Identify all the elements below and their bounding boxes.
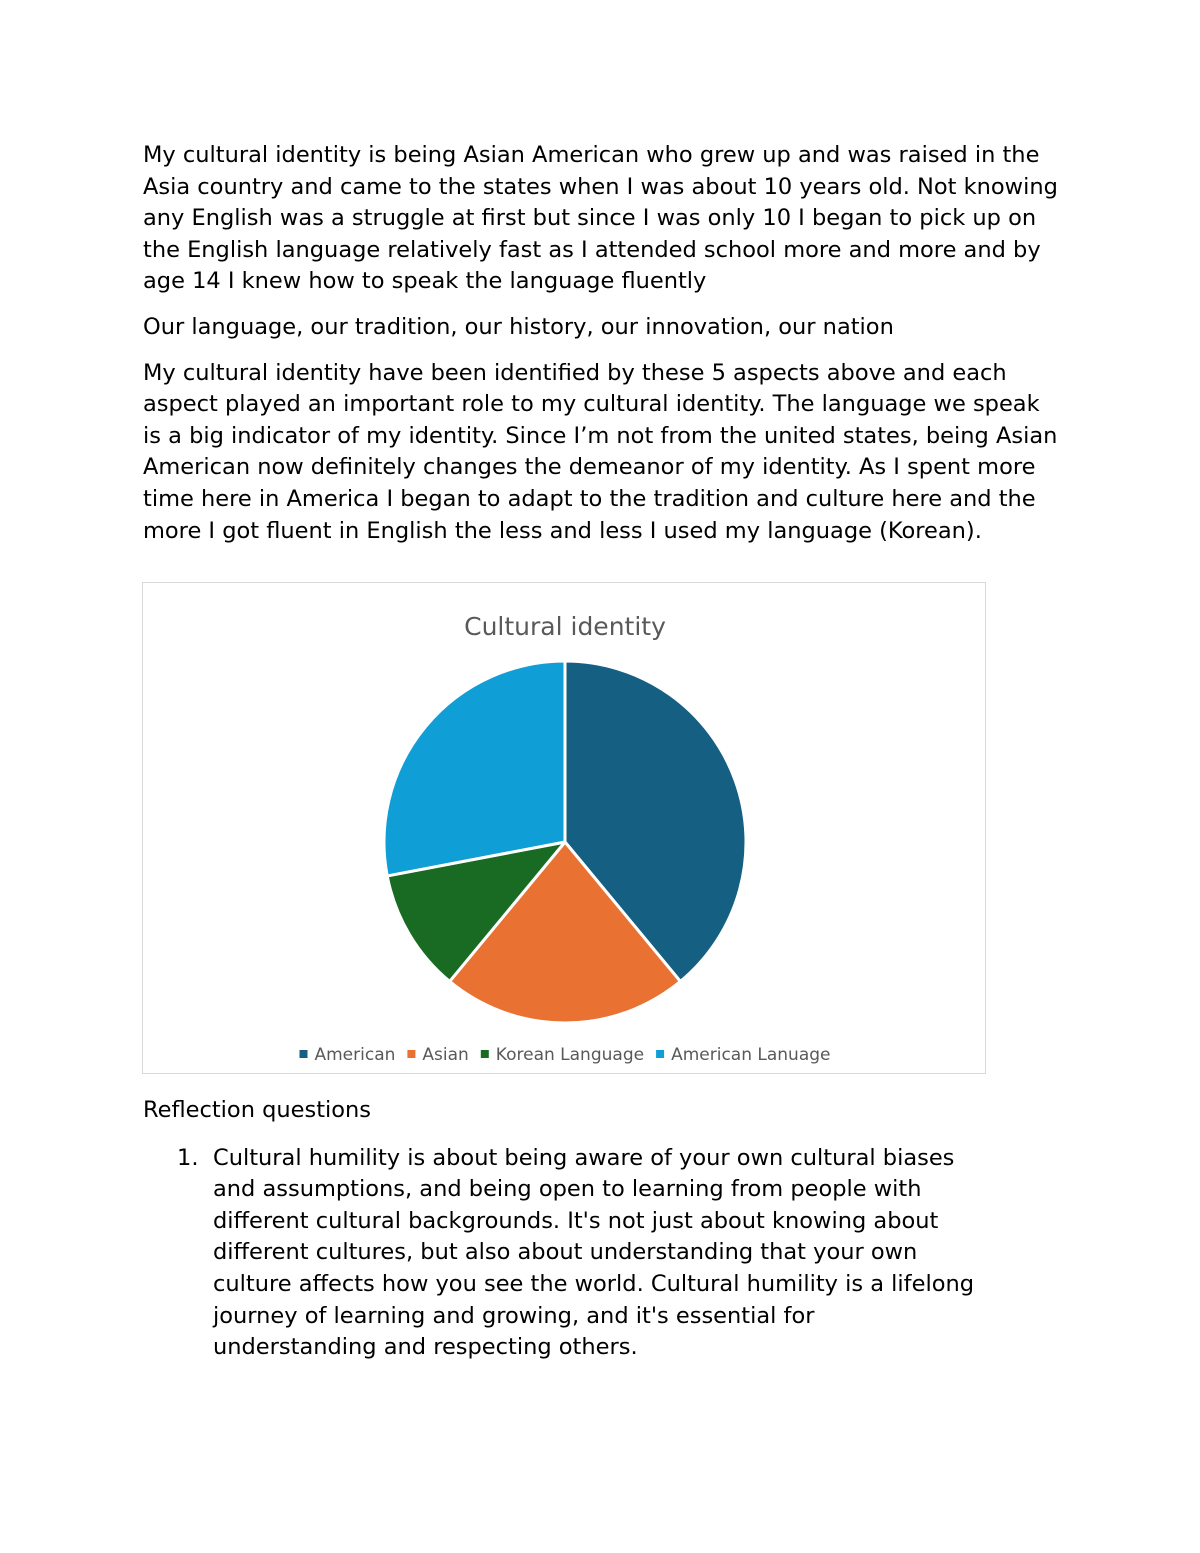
paragraph-aspects-list: Our language, our tradition, our history, our innovation, our nation bbox=[143, 313, 894, 340]
reflection-question-item bbox=[143, 1143, 983, 1364]
legend-label-korean-language: Korean Language bbox=[495, 1045, 645, 1065]
pie-chart bbox=[143, 583, 987, 1075]
document-body bbox=[143, 140, 1073, 547]
legend-label-american-lanuage: American Lanuage bbox=[671, 1045, 831, 1065]
pie-slices bbox=[384, 661, 746, 1023]
question-number: 1. bbox=[177, 1144, 199, 1171]
reflection-question-list bbox=[143, 1143, 1073, 1364]
paragraph-identity-explanation: My cultural identity have been identified by these 5 aspects above and each aspect played an important role to my cultural identity. The language we speak is a big indicator of my identity. Since I’m not from the united states, being Asian American now definitely changes the demeanor of my identity. As I spent more time here in America I began to adapt to the tradition and culture here and the more I got fluent in English the less and less I used my language (Korean). bbox=[143, 359, 1058, 544]
legend-swatch-american-lanuage bbox=[656, 1050, 664, 1058]
reflection-section bbox=[143, 1095, 1073, 1364]
pie-chart-frame bbox=[142, 582, 986, 1074]
question-text: Cultural humility is about being aware of your own cultural biases and assumptions, and being open to learning from people with different cultural backgrounds. It's not just about knowing about different cultures, but also about understanding that your own culture affects how you see the world. Cultural humility is a lifelong journey of learning and growing, and it's essential for understanding and respecting others. bbox=[213, 1144, 975, 1361]
legend-swatch-american bbox=[299, 1050, 307, 1058]
chart-legend bbox=[299, 1045, 830, 1065]
reflection-heading: Reflection questions bbox=[143, 1097, 372, 1123]
pie-slice-american-lanuage bbox=[384, 661, 565, 876]
legend-label-american: American bbox=[314, 1045, 396, 1065]
chart-title: Cultural identity bbox=[464, 612, 666, 641]
legend-label-asian: Asian bbox=[422, 1045, 469, 1065]
paragraph-cultural-identity: My cultural identity is being Asian American who grew up and was raised in the Asia country and came to the states when I was about 10 years old. Not knowing any English was a struggle at first but since I was only 10 I began to pick up on the English language relatively fast as I attended school more and more and by age 14 I knew how to speak the language fluently bbox=[143, 142, 1058, 295]
legend-swatch-korean-language bbox=[481, 1050, 489, 1058]
legend-swatch-asian bbox=[407, 1050, 415, 1058]
